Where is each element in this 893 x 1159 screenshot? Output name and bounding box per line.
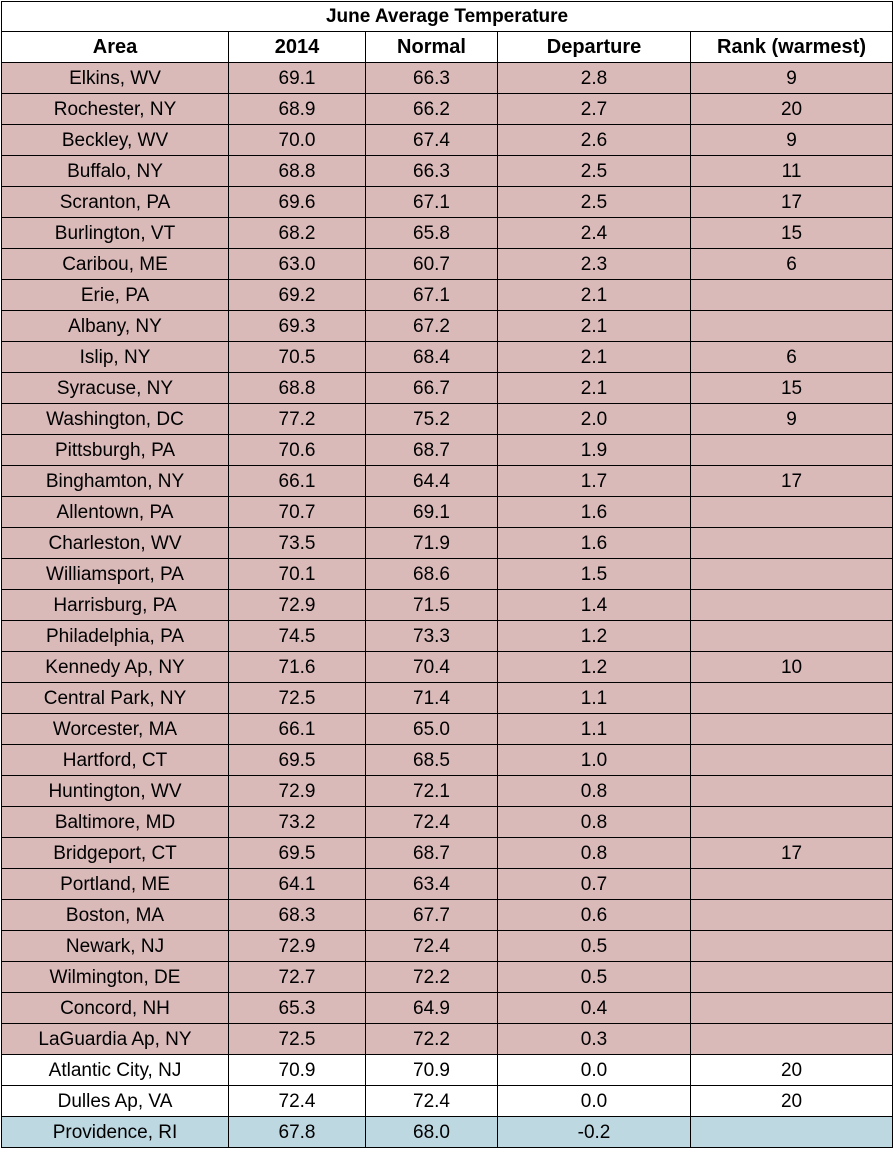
cell-departure: 2.1 bbox=[498, 342, 691, 373]
cell-2014: 70.1 bbox=[229, 559, 366, 590]
table-row bbox=[2, 373, 893, 404]
cell-departure: 0.8 bbox=[498, 776, 691, 807]
cell-rank: 9 bbox=[691, 63, 893, 94]
cell-rank bbox=[691, 869, 893, 900]
cell-departure: 0.0 bbox=[498, 1055, 691, 1086]
cell-area: LaGuardia Ap, NY bbox=[2, 1024, 229, 1055]
cell-area: Hartford, CT bbox=[2, 745, 229, 776]
cell-departure: -0.2 bbox=[498, 1117, 691, 1148]
cell-normal: 66.3 bbox=[366, 156, 498, 187]
cell-normal: 66.2 bbox=[366, 94, 498, 125]
cell-rank bbox=[691, 590, 893, 621]
cell-normal: 72.4 bbox=[366, 931, 498, 962]
cell-area: Atlantic City, NJ bbox=[2, 1055, 229, 1086]
cell-rank: 15 bbox=[691, 218, 893, 249]
table-row bbox=[2, 94, 893, 125]
table-row bbox=[2, 652, 893, 683]
table-row bbox=[2, 962, 893, 993]
table-row bbox=[2, 497, 893, 528]
cell-departure: 2.3 bbox=[498, 249, 691, 280]
cell-rank: 17 bbox=[691, 187, 893, 218]
cell-area: Burlington, VT bbox=[2, 218, 229, 249]
table-body bbox=[2, 63, 893, 1148]
cell-departure: 0.0 bbox=[498, 1086, 691, 1117]
cell-normal: 64.4 bbox=[366, 466, 498, 497]
cell-area: Buffalo, NY bbox=[2, 156, 229, 187]
cell-rank: 9 bbox=[691, 125, 893, 156]
table-row bbox=[2, 218, 893, 249]
cell-rank: 11 bbox=[691, 156, 893, 187]
cell-area: Charleston, WV bbox=[2, 528, 229, 559]
cell-departure: 0.8 bbox=[498, 807, 691, 838]
cell-normal: 75.2 bbox=[366, 404, 498, 435]
cell-area: Williamsport, PA bbox=[2, 559, 229, 590]
cell-2014: 71.6 bbox=[229, 652, 366, 683]
cell-2014: 73.5 bbox=[229, 528, 366, 559]
cell-normal: 66.3 bbox=[366, 63, 498, 94]
cell-2014: 69.5 bbox=[229, 745, 366, 776]
cell-2014: 69.5 bbox=[229, 838, 366, 869]
table-row bbox=[2, 156, 893, 187]
cell-normal: 65.0 bbox=[366, 714, 498, 745]
cell-normal: 68.7 bbox=[366, 435, 498, 466]
cell-area: Islip, NY bbox=[2, 342, 229, 373]
cell-rank: 20 bbox=[691, 94, 893, 125]
table-title: June Average Temperature bbox=[2, 2, 893, 32]
table-row bbox=[2, 311, 893, 342]
column-header-2014: 2014 bbox=[229, 32, 366, 63]
cell-rank: 20 bbox=[691, 1086, 893, 1117]
table-row bbox=[2, 776, 893, 807]
cell-normal: 70.9 bbox=[366, 1055, 498, 1086]
cell-rank: 6 bbox=[691, 342, 893, 373]
cell-departure: 1.9 bbox=[498, 435, 691, 466]
cell-normal: 66.7 bbox=[366, 373, 498, 404]
table-row bbox=[2, 1117, 893, 1148]
cell-2014: 74.5 bbox=[229, 621, 366, 652]
cell-rank bbox=[691, 683, 893, 714]
cell-2014: 70.5 bbox=[229, 342, 366, 373]
table-row bbox=[2, 466, 893, 497]
cell-area: Wilmington, DE bbox=[2, 962, 229, 993]
cell-2014: 66.1 bbox=[229, 466, 366, 497]
table-row bbox=[2, 807, 893, 838]
table-row bbox=[2, 745, 893, 776]
cell-area: Boston, MA bbox=[2, 900, 229, 931]
cell-departure: 1.1 bbox=[498, 714, 691, 745]
cell-rank bbox=[691, 559, 893, 590]
table-row bbox=[2, 993, 893, 1024]
cell-departure: 0.6 bbox=[498, 900, 691, 931]
table-row bbox=[2, 1024, 893, 1055]
table-row bbox=[2, 1086, 893, 1117]
cell-area: Pittsburgh, PA bbox=[2, 435, 229, 466]
cell-rank bbox=[691, 528, 893, 559]
cell-normal: 64.9 bbox=[366, 993, 498, 1024]
cell-rank bbox=[691, 280, 893, 311]
table-row bbox=[2, 869, 893, 900]
cell-departure: 0.7 bbox=[498, 869, 691, 900]
table-row bbox=[2, 63, 893, 94]
cell-departure: 2.1 bbox=[498, 311, 691, 342]
cell-rank bbox=[691, 745, 893, 776]
cell-rank bbox=[691, 1117, 893, 1148]
cell-departure: 2.1 bbox=[498, 373, 691, 404]
cell-2014: 70.0 bbox=[229, 125, 366, 156]
cell-area: Binghamton, NY bbox=[2, 466, 229, 497]
table-row bbox=[2, 683, 893, 714]
cell-normal: 72.1 bbox=[366, 776, 498, 807]
cell-departure: 1.7 bbox=[498, 466, 691, 497]
cell-area: Rochester, NY bbox=[2, 94, 229, 125]
cell-departure: 2.8 bbox=[498, 63, 691, 94]
cell-departure: 1.5 bbox=[498, 559, 691, 590]
column-header-area: Area bbox=[2, 32, 229, 63]
cell-2014: 69.1 bbox=[229, 63, 366, 94]
cell-2014: 72.9 bbox=[229, 931, 366, 962]
cell-normal: 72.4 bbox=[366, 1086, 498, 1117]
cell-departure: 2.7 bbox=[498, 94, 691, 125]
table-row bbox=[2, 590, 893, 621]
cell-departure: 1.0 bbox=[498, 745, 691, 776]
table-row bbox=[2, 249, 893, 280]
cell-rank bbox=[691, 931, 893, 962]
cell-2014: 68.2 bbox=[229, 218, 366, 249]
cell-2014: 72.5 bbox=[229, 683, 366, 714]
cell-area: Bridgeport, CT bbox=[2, 838, 229, 869]
table-row bbox=[2, 900, 893, 931]
cell-rank: 17 bbox=[691, 838, 893, 869]
cell-departure: 0.4 bbox=[498, 993, 691, 1024]
table-row bbox=[2, 559, 893, 590]
column-header-rank: Rank (warmest) bbox=[691, 32, 893, 63]
cell-area: Baltimore, MD bbox=[2, 807, 229, 838]
table-row bbox=[2, 342, 893, 373]
table-row bbox=[2, 931, 893, 962]
cell-area: Newark, NJ bbox=[2, 931, 229, 962]
cell-normal: 67.7 bbox=[366, 900, 498, 931]
cell-area: Harrisburg, PA bbox=[2, 590, 229, 621]
cell-area: Beckley, WV bbox=[2, 125, 229, 156]
cell-2014: 68.8 bbox=[229, 156, 366, 187]
cell-area: Providence, RI bbox=[2, 1117, 229, 1148]
table-row bbox=[2, 280, 893, 311]
cell-area: Dulles Ap, VA bbox=[2, 1086, 229, 1117]
cell-normal: 72.2 bbox=[366, 1024, 498, 1055]
cell-area: Central Park, NY bbox=[2, 683, 229, 714]
table-row bbox=[2, 528, 893, 559]
cell-normal: 73.3 bbox=[366, 621, 498, 652]
table-row bbox=[2, 714, 893, 745]
column-header-normal: Normal bbox=[366, 32, 498, 63]
cell-2014: 68.8 bbox=[229, 373, 366, 404]
table-row bbox=[2, 404, 893, 435]
cell-normal: 68.6 bbox=[366, 559, 498, 590]
cell-departure: 1.2 bbox=[498, 652, 691, 683]
cell-area: Scranton, PA bbox=[2, 187, 229, 218]
cell-2014: 68.9 bbox=[229, 94, 366, 125]
cell-2014: 70.6 bbox=[229, 435, 366, 466]
cell-area: Philadelphia, PA bbox=[2, 621, 229, 652]
cell-departure: 2.5 bbox=[498, 156, 691, 187]
cell-rank: 9 bbox=[691, 404, 893, 435]
cell-rank bbox=[691, 776, 893, 807]
cell-departure: 1.2 bbox=[498, 621, 691, 652]
cell-departure: 2.6 bbox=[498, 125, 691, 156]
cell-2014: 69.2 bbox=[229, 280, 366, 311]
cell-departure: 2.5 bbox=[498, 187, 691, 218]
cell-area: Albany, NY bbox=[2, 311, 229, 342]
cell-area: Elkins, WV bbox=[2, 63, 229, 94]
cell-normal: 63.4 bbox=[366, 869, 498, 900]
cell-2014: 72.5 bbox=[229, 1024, 366, 1055]
cell-normal: 67.1 bbox=[366, 187, 498, 218]
cell-area: Syracuse, NY bbox=[2, 373, 229, 404]
cell-departure: 0.5 bbox=[498, 931, 691, 962]
cell-departure: 1.6 bbox=[498, 528, 691, 559]
cell-2014: 69.3 bbox=[229, 311, 366, 342]
cell-rank: 15 bbox=[691, 373, 893, 404]
cell-normal: 72.4 bbox=[366, 807, 498, 838]
table-row bbox=[2, 621, 893, 652]
table-header-row bbox=[2, 32, 893, 63]
cell-normal: 72.2 bbox=[366, 962, 498, 993]
cell-area: Erie, PA bbox=[2, 280, 229, 311]
cell-area: Portland, ME bbox=[2, 869, 229, 900]
cell-rank bbox=[691, 807, 893, 838]
cell-normal: 69.1 bbox=[366, 497, 498, 528]
cell-departure: 1.1 bbox=[498, 683, 691, 714]
cell-normal: 68.0 bbox=[366, 1117, 498, 1148]
cell-rank bbox=[691, 714, 893, 745]
cell-2014: 68.3 bbox=[229, 900, 366, 931]
cell-rank bbox=[691, 962, 893, 993]
cell-rank: 6 bbox=[691, 249, 893, 280]
cell-2014: 64.1 bbox=[229, 869, 366, 900]
cell-rank bbox=[691, 900, 893, 931]
cell-rank bbox=[691, 1024, 893, 1055]
cell-normal: 65.8 bbox=[366, 218, 498, 249]
cell-area: Washington, DC bbox=[2, 404, 229, 435]
cell-rank: 17 bbox=[691, 466, 893, 497]
cell-normal: 67.4 bbox=[366, 125, 498, 156]
cell-departure: 0.8 bbox=[498, 838, 691, 869]
temperature-table-sheet bbox=[0, 1, 893, 1159]
cell-departure: 2.0 bbox=[498, 404, 691, 435]
cell-departure: 1.6 bbox=[498, 497, 691, 528]
cell-normal: 71.9 bbox=[366, 528, 498, 559]
cell-area: Concord, NH bbox=[2, 993, 229, 1024]
cell-normal: 71.4 bbox=[366, 683, 498, 714]
cell-2014: 72.7 bbox=[229, 962, 366, 993]
cell-2014: 72.4 bbox=[229, 1086, 366, 1117]
table-title-row bbox=[2, 2, 893, 32]
cell-normal: 68.7 bbox=[366, 838, 498, 869]
cell-normal: 68.5 bbox=[366, 745, 498, 776]
cell-2014: 69.6 bbox=[229, 187, 366, 218]
cell-2014: 67.8 bbox=[229, 1117, 366, 1148]
cell-normal: 68.4 bbox=[366, 342, 498, 373]
cell-rank bbox=[691, 435, 893, 466]
cell-rank: 20 bbox=[691, 1055, 893, 1086]
cell-normal: 60.7 bbox=[366, 249, 498, 280]
cell-2014: 66.1 bbox=[229, 714, 366, 745]
cell-normal: 67.1 bbox=[366, 280, 498, 311]
cell-2014: 70.9 bbox=[229, 1055, 366, 1086]
cell-departure: 0.5 bbox=[498, 962, 691, 993]
cell-area: Worcester, MA bbox=[2, 714, 229, 745]
cell-2014: 63.0 bbox=[229, 249, 366, 280]
cell-rank bbox=[691, 621, 893, 652]
cell-rank bbox=[691, 311, 893, 342]
cell-rank bbox=[691, 497, 893, 528]
table-row bbox=[2, 838, 893, 869]
cell-2014: 72.9 bbox=[229, 776, 366, 807]
cell-area: Huntington, WV bbox=[2, 776, 229, 807]
cell-2014: 77.2 bbox=[229, 404, 366, 435]
table-row bbox=[2, 435, 893, 466]
table-row bbox=[2, 125, 893, 156]
cell-departure: 1.4 bbox=[498, 590, 691, 621]
june-temperature-table bbox=[1, 1, 893, 1148]
cell-normal: 71.5 bbox=[366, 590, 498, 621]
cell-area: Caribou, ME bbox=[2, 249, 229, 280]
cell-normal: 67.2 bbox=[366, 311, 498, 342]
cell-2014: 65.3 bbox=[229, 993, 366, 1024]
table-row bbox=[2, 187, 893, 218]
cell-normal: 70.4 bbox=[366, 652, 498, 683]
cell-2014: 70.7 bbox=[229, 497, 366, 528]
cell-rank: 10 bbox=[691, 652, 893, 683]
table-row bbox=[2, 1055, 893, 1086]
cell-departure: 2.1 bbox=[498, 280, 691, 311]
cell-departure: 0.3 bbox=[498, 1024, 691, 1055]
cell-area: Allentown, PA bbox=[2, 497, 229, 528]
cell-rank bbox=[691, 993, 893, 1024]
cell-2014: 72.9 bbox=[229, 590, 366, 621]
cell-departure: 2.4 bbox=[498, 218, 691, 249]
cell-area: Kennedy Ap, NY bbox=[2, 652, 229, 683]
column-header-departure: Departure bbox=[498, 32, 691, 63]
cell-2014: 73.2 bbox=[229, 807, 366, 838]
